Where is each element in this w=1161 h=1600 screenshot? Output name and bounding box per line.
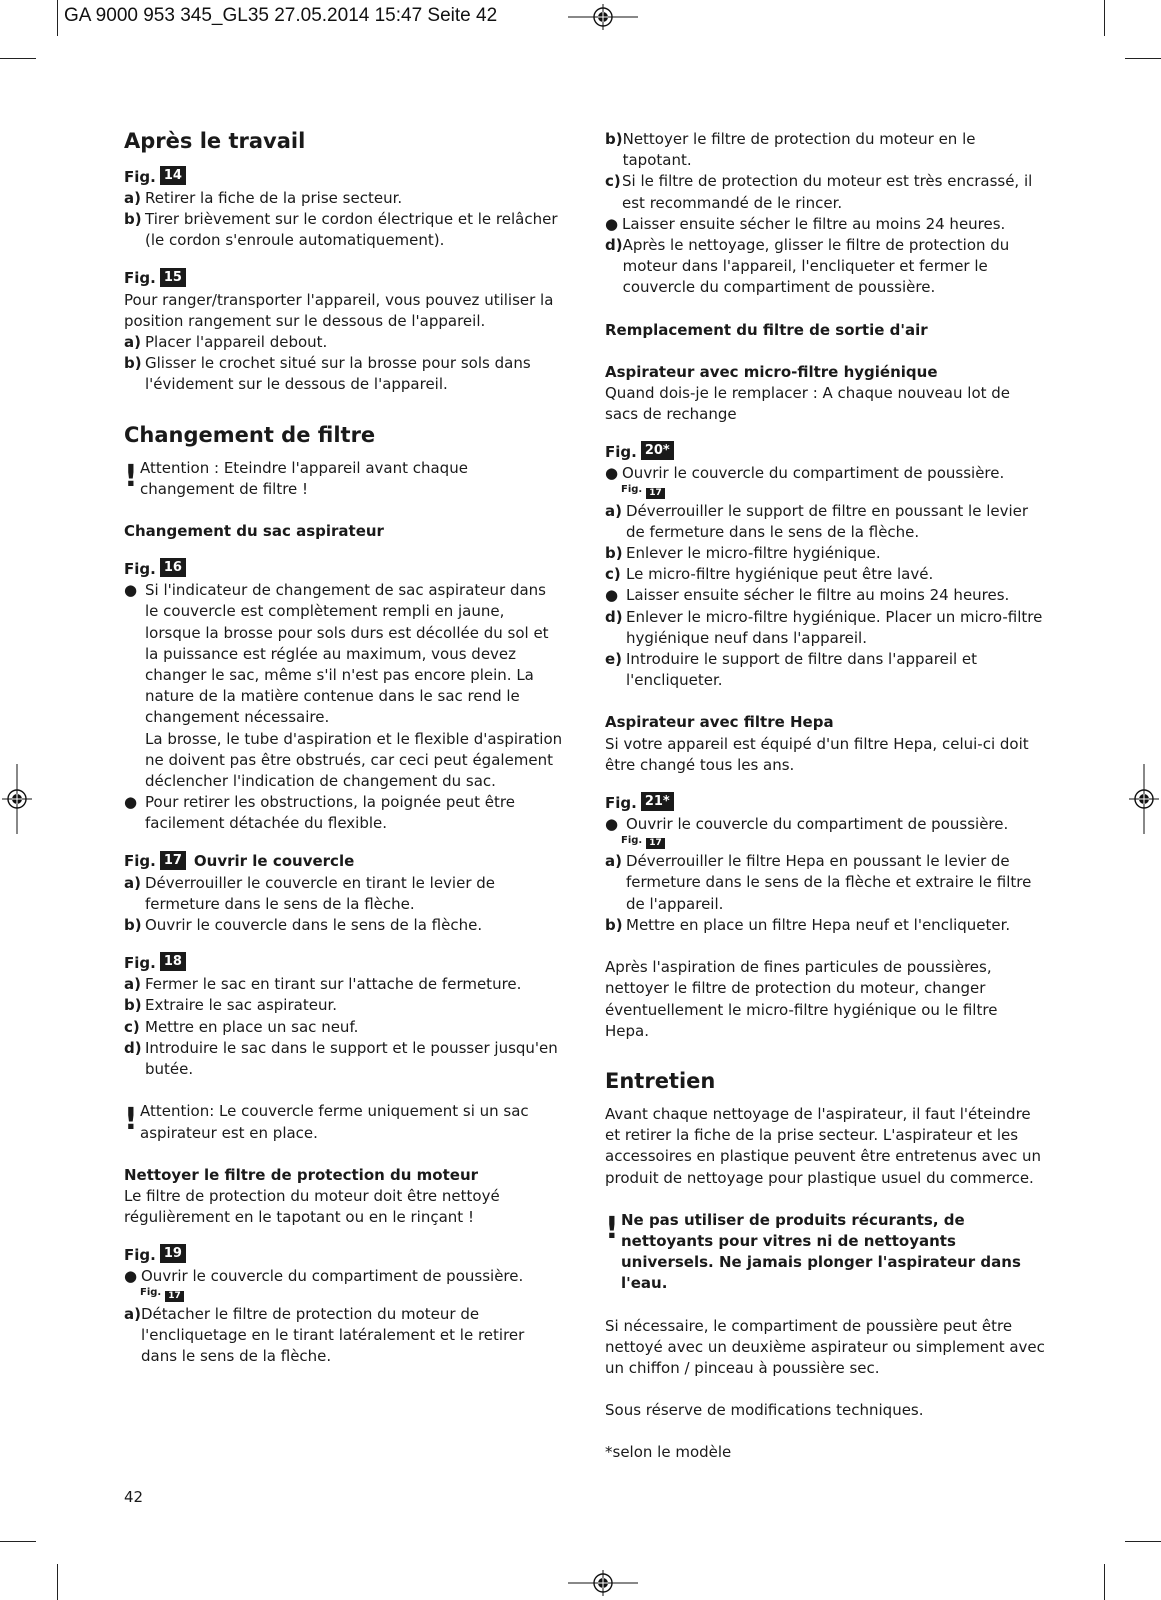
subheading: Nettoyer le filtre de protection du moteur bbox=[124, 1165, 479, 1184]
registration-mark-icon bbox=[568, 1570, 638, 1596]
fig-number-badge: 20* bbox=[641, 441, 674, 460]
heading-changement-filtre: Changement de filtre bbox=[124, 422, 376, 447]
step-item: b) Tirer brièvement sur le cordon électrique et le relâcher (le cordon s'enroule automatiquement). bbox=[124, 210, 558, 250]
page-number: 42 bbox=[124, 1488, 144, 1506]
bullet-item: ● Si l'indicateur de changement de sac aspirateur dans le couvercle est complètement rempli en jaune, lorsque la brosse pour sols durs est décollée du sol et la puissance est réglée au maximum, vous devez changer le sac, même s'il n'est pas encore plein. La nature de la matière contenue dans le sac rend le changement nécessaire. La brosse, le tube d'aspiration et le flexible d'aspiration ne doivent pas être obstrués, car ceci peut également déclencher l'indication de changement du sac. bbox=[124, 581, 563, 791]
footnote: *selon le modèle bbox=[605, 1443, 732, 1462]
crop-mark bbox=[0, 58, 36, 59]
paragraph: Après l'aspiration de fines particules de poussières, nettoyer le filtre de protection du moteur, changer éventuellement le micro-filtre hygiénique ou le filtre Hepa. bbox=[605, 958, 998, 1040]
fig-number-badge: 16 bbox=[160, 558, 186, 577]
step-item: b) Ouvrir le couvercle dans le sens de la flèche. bbox=[124, 916, 483, 935]
fig-number-badge: 17 bbox=[160, 851, 186, 870]
warning-exclamation-icon: ! bbox=[124, 458, 138, 494]
step-item: a) Déverrouiller le support de filtre en poussant le levier de fermeture dans le sens de la flèche. bbox=[605, 501, 1029, 541]
fig-number-badge: 17 bbox=[646, 838, 665, 849]
attention-note: ! Attention : Eteindre l'appareil avant chaque changement de filtre ! bbox=[124, 458, 468, 498]
step-item: a) Fermer le sac en tirant sur l'attache de fermeture. bbox=[124, 975, 522, 994]
step-item: a) Placer l'appareil debout. bbox=[124, 333, 328, 352]
paragraph: Quand dois-je le remplacer : A chaque nouveau lot de sacs de rechange bbox=[605, 384, 1011, 424]
registration-mark-icon bbox=[2, 764, 32, 834]
paragraph: Sous réserve de modifications techniques. bbox=[605, 1401, 924, 1420]
crop-mark bbox=[57, 1564, 58, 1600]
attention-note: ! Ne pas utiliser de produits récurants, de nettoyants pour vitres ni de nettoyants universels. Ne jamais plonger l'aspirateur dans l'eau. bbox=[605, 1210, 1021, 1293]
fig-number-badge: 21* bbox=[641, 792, 674, 811]
paragraph: Pour ranger/transporter l'appareil, vous pouvez utiliser la position rangement sur le dessous de l'appareil. bbox=[124, 290, 554, 330]
fig-label: Fig. 19 bbox=[124, 1242, 564, 1266]
fig-label: Fig. 18 bbox=[124, 950, 564, 974]
step-item: b) Enlever le micro-filtre hygiénique. bbox=[605, 544, 881, 563]
print-slug: GA 9000 953 345_GL35 27.05.2014 15:47 Seite 42 bbox=[64, 5, 498, 26]
bullet-item: ● Laisser ensuite sécher le filtre au moins 24 heures. bbox=[605, 214, 1006, 233]
step-item: d) Enlever le micro-filtre hygiénique. Placer un micro-filtre hygiénique neuf dans l'appareil. bbox=[605, 607, 1043, 647]
fig-label: Fig. 17 bbox=[605, 485, 1045, 501]
bullet-item: ● Ouvrir le couvercle du compartiment de poussière. bbox=[605, 464, 1005, 483]
fig-label: Fig. 15 bbox=[124, 266, 564, 290]
step-item: c) Mettre en place un sac neuf. bbox=[124, 1017, 359, 1036]
fig-label: Fig. 17 Ouvrir le couvercle bbox=[124, 852, 355, 871]
bullet-item: ● Ouvrir le couvercle du compartiment de poussière. bbox=[605, 815, 1009, 834]
fig-label: Fig. 21* bbox=[605, 790, 1045, 814]
fig-number-badge: 19 bbox=[160, 1244, 186, 1263]
step-item: a) Déverrouiller le filtre Hepa en poussant le levier de fermeture dans le sens de la flèche et extraire le filtre de l'appareil. bbox=[605, 852, 1032, 913]
crop-mark bbox=[0, 1541, 36, 1542]
crop-mark bbox=[1104, 1564, 1105, 1600]
crop-mark bbox=[1125, 1541, 1161, 1542]
fig-number-badge: 17 bbox=[165, 1291, 184, 1302]
subheading: Aspirateur avec filtre Hepa bbox=[605, 713, 834, 732]
heading-apres-travail: Après le travail bbox=[124, 129, 306, 153]
warning-exclamation-icon: ! bbox=[124, 1102, 138, 1138]
crop-mark bbox=[57, 0, 58, 36]
fig-number-badge: 17 bbox=[646, 488, 665, 499]
step-item: a) Détacher le filtre de protection du moteur de l'encliquetage en le tirant latéralement et le retirer dans le sens de la flèche. bbox=[124, 1304, 525, 1365]
crop-mark bbox=[1125, 58, 1161, 59]
registration-mark-icon bbox=[568, 4, 638, 30]
attention-note: ! Attention: Le couvercle ferme uniquement si un sac aspirateur est en place. bbox=[124, 1102, 529, 1142]
paragraph: Si nécessaire, le compartiment de poussière peut être nettoyé avec un deuxième aspirateur ou simplement avec un chiffon / pinceau à poussière sec. bbox=[605, 1316, 1045, 1377]
step-item: a) Retirer la fiche de la prise secteur. bbox=[124, 189, 403, 207]
fig-number-badge: 14 bbox=[160, 166, 186, 185]
warning-exclamation-icon: ! bbox=[605, 1210, 619, 1246]
paragraph: Avant chaque nettoyage de l'aspirateur, il faut l'éteindre et retirer la fiche de la prise secteur. L'aspirateur et les accessoires en plastique peuvent être entretenus avec un produit de nettoyage pour plastique usuel du commerce. bbox=[605, 1104, 1041, 1187]
fig-label: Fig. 14 bbox=[124, 164, 564, 188]
step-item: d) Introduire le sac dans le support et le pousser jusqu'en butée. bbox=[124, 1038, 558, 1079]
fig-number-badge: 18 bbox=[160, 952, 186, 971]
bullet-item: ● Laisser ensuite sécher le filtre au moins 24 heures. bbox=[605, 586, 1010, 605]
fig-label: Fig. 17 bbox=[124, 1288, 564, 1304]
step-item: b) Glisser le crochet situé sur la brosse pour sols dans l'évidement sur le dessous de l'appareil. bbox=[124, 354, 531, 394]
subheading: Remplacement du filtre de sortie d'air bbox=[605, 320, 928, 339]
step-item: c) Le micro-filtre hygiénique peut être lavé. bbox=[605, 565, 934, 584]
right-column bbox=[605, 129, 1045, 1464]
step-item: a) Déverrouiller le couvercle en tirant le levier de fermeture dans le sens de la flèche. bbox=[124, 873, 496, 913]
heading-entretien: Entretien bbox=[605, 1068, 716, 1093]
subheading: Changement du sac aspirateur bbox=[124, 522, 384, 541]
paragraph: Le filtre de protection du moteur doit être nettoyé régulièrement en le tapotant ou en le rinçant ! bbox=[124, 1186, 500, 1227]
step-item: d) Après le nettoyage, glisser le filtre de protection du moteur dans l'appareil, l'encliqueter et fermer le couvercle du compartiment de poussière. bbox=[605, 236, 1010, 297]
subheading: Aspirateur avec micro-filtre hygiénique bbox=[605, 362, 938, 381]
registration-mark-icon bbox=[1129, 764, 1159, 834]
fig-number-badge: 15 bbox=[160, 268, 186, 287]
bullet-item: ● Pour retirer les obstructions, la poignée peut être facilement détachée du flexible. bbox=[124, 793, 515, 833]
step-item: b) Mettre en place un filtre Hepa neuf et l'encliqueter. bbox=[605, 915, 1011, 934]
fig-label: Fig. 17 bbox=[605, 835, 1045, 851]
step-item: c) Si le filtre de protection du moteur est très encrassé, il est recommandé de le rincer. bbox=[605, 172, 1033, 212]
fig-label: Fig. 20* bbox=[605, 439, 1045, 463]
fig-label: Fig. 16 bbox=[124, 556, 564, 580]
paragraph: Si votre appareil est équipé d'un filtre Hepa, celui-ci doit être changé tous les ans. bbox=[605, 734, 1029, 774]
crop-mark bbox=[1104, 0, 1105, 36]
bullet-item: ● Ouvrir le couvercle du compartiment de poussière. bbox=[124, 1267, 524, 1286]
step-item: b) Nettoyer le filtre de protection du moteur en le tapotant. bbox=[605, 130, 976, 170]
step-item: b) Extraire le sac aspirateur. bbox=[124, 996, 338, 1015]
step-item: e) Introduire le support de filtre dans l'appareil et l'encliqueter. bbox=[605, 650, 978, 690]
left-column bbox=[124, 128, 564, 1367]
